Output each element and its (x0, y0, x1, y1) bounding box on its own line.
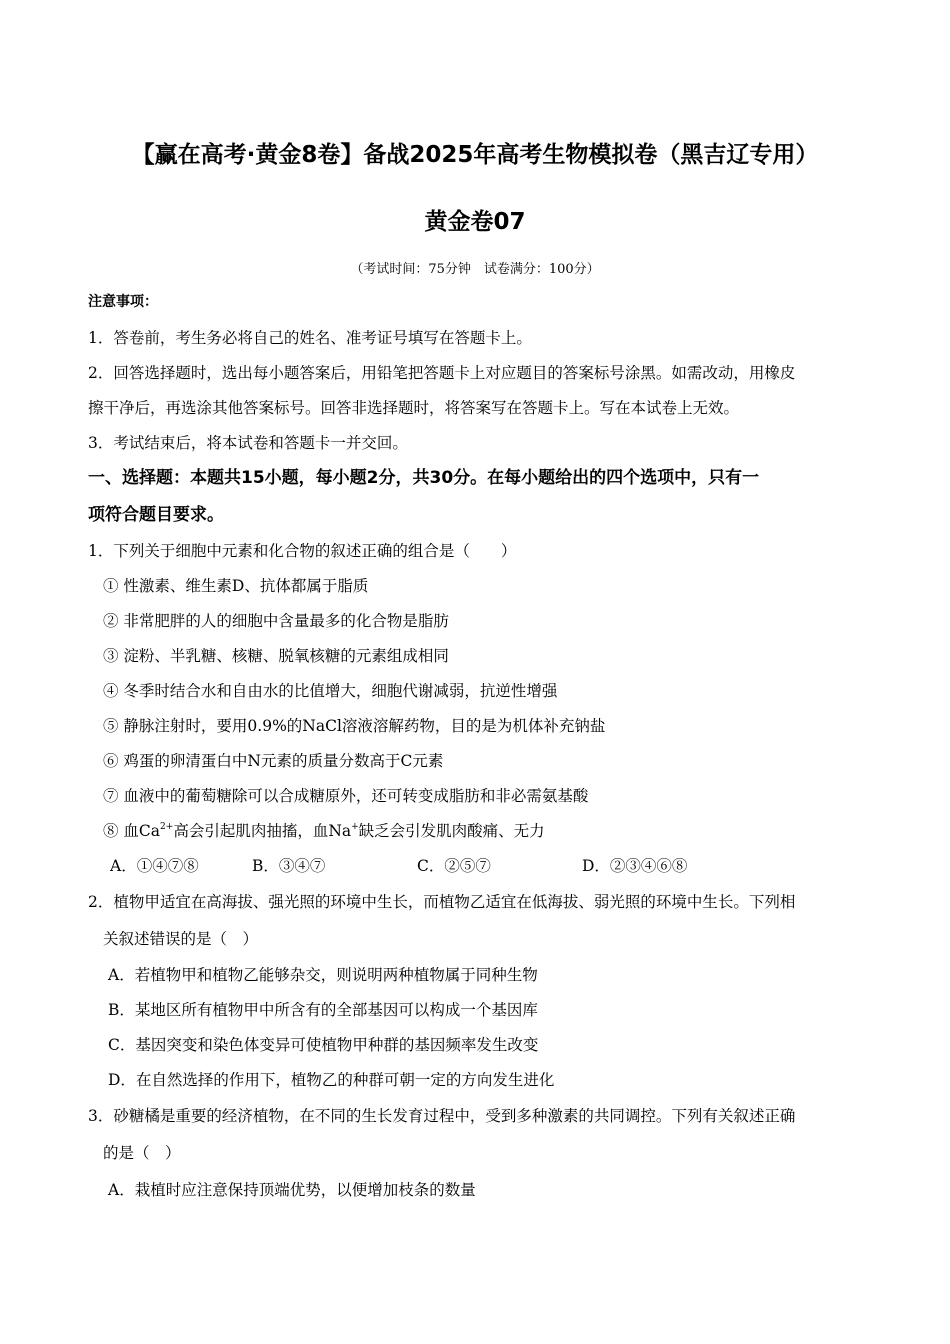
q2-option-d: D．在自然选择的作用下，植物乙的种群可朝一定的方向发生进化 (108, 1071, 555, 1089)
sodium-charge: + (351, 822, 359, 832)
q1-statement-7: ⑦ 血液中的葡萄糖除可以合成糖原外，还可转变成脂肪和非必需氨基酸 (103, 787, 589, 805)
document-title: 【赢在高考·黄金8卷】备战2025年高考生物模拟卷（黑吉辽专用） (131, 142, 819, 168)
notice-heading: 注意事项： (88, 294, 158, 310)
section-heading-continued: 项符合题目要求。 (88, 505, 224, 525)
q1-option-b: B．③④⑦ (252, 857, 326, 875)
q1-statement-3: ③ 淀粉、半乳糖、核糖、脱氧核糖的元素组成相同 (103, 647, 449, 665)
q2-option-c: C．基因突变和染色体变异可使植物甲种群的基因频率发生改变 (108, 1036, 539, 1054)
statement-8-part2: 高会引起肌肉抽搐，血Na (173, 822, 352, 840)
statement-8-part3: 缺乏会引发肌肉酸痛、无力 (358, 822, 545, 840)
question-3-stem: 3．砂糖橘是重要的经济植物，在不同的生长发育过程中，受到多种激素的共同调控。下列有关叙述正确 (88, 1107, 796, 1125)
q1-statement-2: ② 非常肥胖的人的细胞中含量最多的化合物是脂肪 (103, 612, 449, 630)
notice-item: 2．回答选择题时，选出每小题答案后，用铅笔把答题卡上对应题目的答案标号涂黑。如需改动，用橡皮 (88, 364, 796, 382)
document-subtitle: 黄金卷07 (424, 209, 526, 235)
q2-option-a: A．若植物甲和植物乙能够杂交，则说明两种植物属于同种生物 (108, 966, 538, 984)
q1-statement-6: ⑥ 鸡蛋的卵清蛋白中N元素的质量分数高于C元素 (103, 752, 444, 770)
notice-item: 1．答卷前，考生务必将自己的姓名、准考证号填写在答题卡上。 (88, 329, 532, 347)
q1-statement-5: ⑤ 静脉注射时，要用0.9%的NaCl溶液溶解药物，目的是为机体补充钠盐 (103, 717, 606, 735)
q1-statement-4: ④ 冬季时结合水和自由水的比值增大，细胞代谢减弱，抗逆性增强 (103, 682, 558, 700)
q1-statement-8 (103, 821, 545, 841)
exam-info: （考试时间：75分钟 试卷满分：100分） (350, 262, 600, 277)
q3-option-a: A．栽植时应注意保持顶端优势，以便增加枝条的数量 (108, 1181, 476, 1199)
section-heading: 一、选择题：本题共15小题，每小题2分，共30分。在每小题给出的四个选项中，只有一 (88, 468, 760, 488)
question-3-stem-continued: 的是（ ） (103, 1144, 181, 1162)
q1-option-a: A．①④⑦⑧ (110, 857, 199, 875)
q1-option-c: C．②⑤⑦ (417, 857, 491, 875)
statement-8-part1: ⑧ 血Ca (103, 822, 161, 840)
notice-item: 擦干净后，再选涂其他答案标号。回答非选择题时，将答案写在答题卡上。写在本试卷上无效。 (88, 399, 740, 417)
question-2-stem: 2．植物甲适宜在高海拔、强光照的环境中生长，而植物乙适宜在低海拔、弱光照的环境中生长。下列相 (88, 893, 796, 911)
notice-item: 3．考试结束后，将本试卷和答题卡一并交回。 (88, 434, 408, 452)
q2-option-b: B．某地区所有植物甲中所含有的全部基因可以构成一个基因库 (108, 1001, 538, 1019)
q1-statement-1: ① 性激素、维生素D、抗体都属于脂质 (103, 577, 369, 595)
question-1-stem: 1．下列关于细胞中元素和化合物的叙述正确的组合是（ ） (88, 542, 517, 560)
question-2-stem-continued: 关叙述错误的是（ ） (103, 930, 259, 948)
calcium-charge: 2+ (160, 822, 174, 832)
q1-option-d: D．②③④⑥⑧ (582, 857, 688, 875)
